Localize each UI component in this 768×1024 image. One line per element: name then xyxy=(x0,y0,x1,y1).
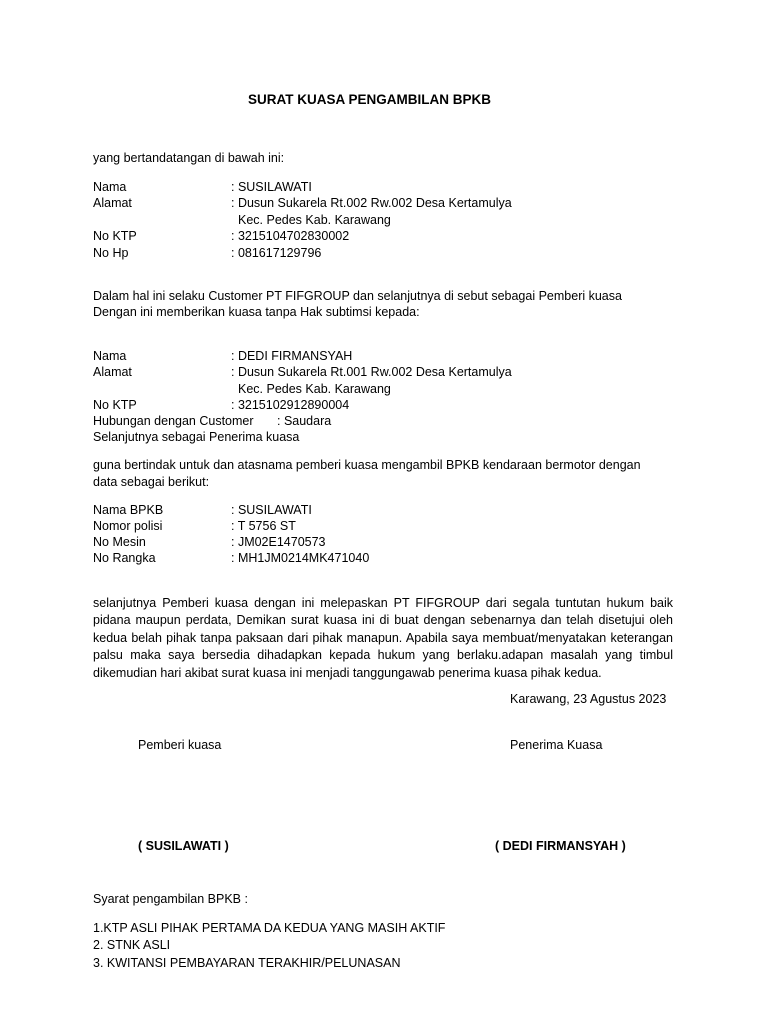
penerima-hubungan-label: Hubungan dengan Customer xyxy=(93,414,254,428)
pemberi-alamat-label: Alamat xyxy=(93,196,132,210)
pemberi-nama-value: : SUSILAWATI xyxy=(231,180,312,194)
place-date: Karawang, 23 Agustus 2023 xyxy=(510,692,667,706)
penerima-alamat-value: : Dusun Sukarela Rt.001 Rw.002 Desa Kertamulya xyxy=(231,365,512,379)
statement-line-1: Dalam hal ini selaku Customer PT FIFGROUP dan selanjutnya di sebut sebagai Pemberi kuasa xyxy=(93,289,622,303)
pemberi-ktp-value: : 3215104702830002 xyxy=(231,229,350,243)
penerima-nama-value: : DEDI FIRMANSYAH xyxy=(231,349,353,363)
vehicle-mesin-value: : JM02E1470573 xyxy=(231,535,326,549)
penerima-nama-label: Nama xyxy=(93,349,127,363)
penerima-hubungan-value: : Saudara xyxy=(277,414,332,428)
requirements-heading: Syarat pengambilan BPKB : xyxy=(93,892,248,906)
intro-text: yang bertandatangan di bawah ini: xyxy=(93,151,285,165)
signature-left-name: ( SUSILAWATI ) xyxy=(138,839,229,853)
penerima-alamat-value-line2: Kec. Pedes Kab. Karawang xyxy=(238,382,391,396)
requirement-item: 1.KTP ASLI PIHAK PERTAMA DA KEDUA YANG MASIH AKTIF xyxy=(93,921,446,935)
penerima-role-text: Selanjutnya sebagai Penerima kuasa xyxy=(93,430,300,444)
closing-paragraph: selanjutnya Pemberi kuasa dengan ini melepaskan PT FIFGROUP dari segala tuntutan hukum baik pidana maupun perdata, Demikan surat kuasa ini di buat dengan sebenarnya dan telah disetujui oleh kedua belah pihak tanpa paksaan dari pihak manapun. Apabila saya membuat/menyatakan keterangan palsu maka saya bersedia dihadapkan kepada hukum yang berlaku.adapan masalah yang timbul dikemudian hari akibat surat kuasa ini menjadi tanggungawab penerima kuasa pihak kedua. xyxy=(93,596,673,680)
vehicle-rangka-value: : MH1JM0214MK471040 xyxy=(231,551,370,565)
penerima-alamat-label: Alamat xyxy=(93,365,132,379)
signature-right-name: ( DEDI FIRMANSYAH ) xyxy=(495,839,626,853)
purpose-line-1: guna bertindak untuk dan atasnama pemberi kuasa mengambil BPKB kendaraan bermotor dengan xyxy=(93,458,641,472)
pemberi-hp-value: : 081617129796 xyxy=(231,246,322,260)
vehicle-polisi-value: : T 5756 ST xyxy=(231,519,296,533)
pemberi-ktp-label: No KTP xyxy=(93,229,137,243)
pemberi-alamat-value-line2: Kec. Pedes Kab. Karawang xyxy=(238,213,391,227)
signature-left-label: Pemberi kuasa xyxy=(138,738,222,752)
requirement-item: 2. STNK ASLI xyxy=(93,938,171,952)
requirement-item: 3. KWITANSI PEMBAYARAN TERAKHIR/PELUNASAN xyxy=(93,956,401,970)
vehicle-mesin-label: No Mesin xyxy=(93,535,146,549)
vehicle-nama-bpkb-value: : SUSILAWATI xyxy=(231,503,312,517)
penerima-ktp-label: No KTP xyxy=(93,398,137,412)
pemberi-nama-label: Nama xyxy=(93,180,127,194)
pemberi-hp-label: No Hp xyxy=(93,246,129,260)
document-title: SURAT KUASA PENGAMBILAN BPKB xyxy=(248,92,491,107)
pemberi-alamat-value: : Dusun Sukarela Rt.002 Rw.002 Desa Kertamulya xyxy=(231,196,512,210)
penerima-ktp-value: : 3215102912890004 xyxy=(231,398,350,412)
vehicle-nama-bpkb-label: Nama BPKB xyxy=(93,503,164,517)
vehicle-polisi-label: Nomor polisi xyxy=(93,519,163,533)
signature-right-label: Penerima Kuasa xyxy=(510,738,603,752)
purpose-line-2: data sebagai berikut: xyxy=(93,475,210,489)
statement-line-2: Dengan ini memberikan kuasa tanpa Hak subtimsi kepada: xyxy=(93,305,420,319)
vehicle-rangka-label: No Rangka xyxy=(93,551,156,565)
